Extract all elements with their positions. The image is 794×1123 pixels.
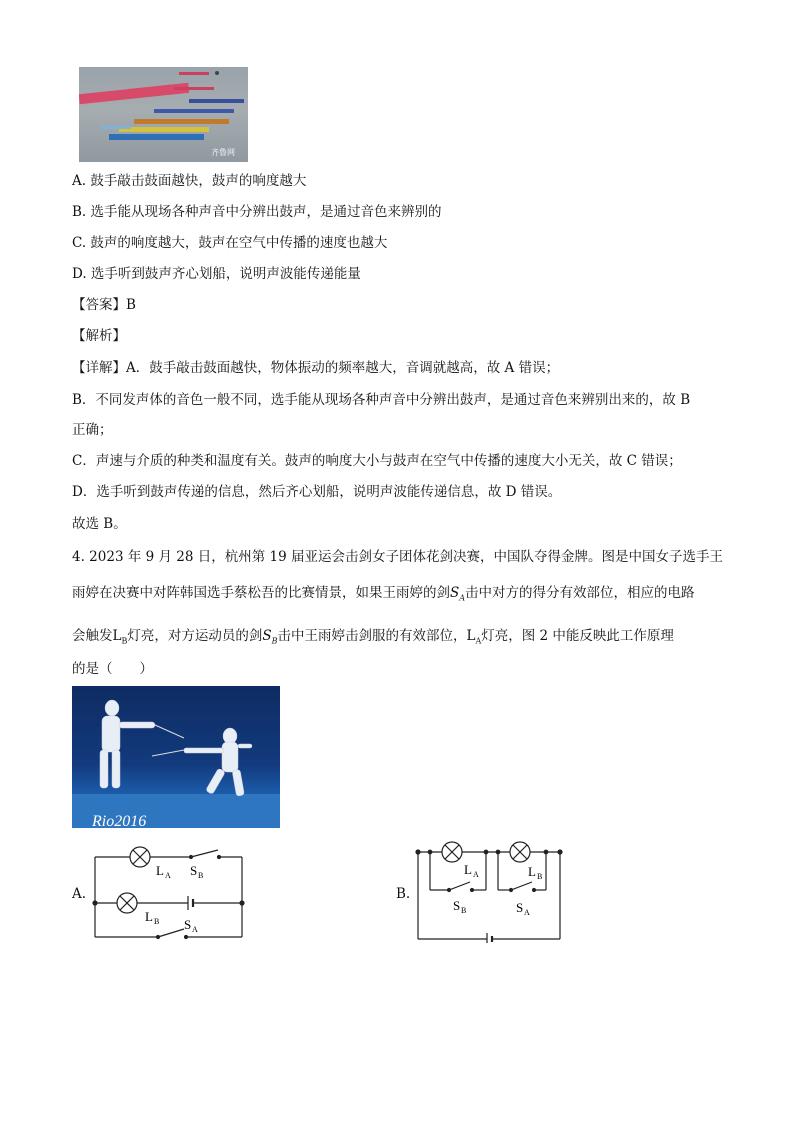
circuit-a-la-label: L xyxy=(156,863,164,878)
l-b-subscript: B xyxy=(121,636,128,646)
circuit-b-la-label: L xyxy=(464,862,472,877)
s-a-subscript: A xyxy=(459,593,466,603)
answer: 【答案】B xyxy=(72,297,136,313)
option-c: C. 鼓声的响度越大，鼓声在空气中传播的速度也越大 xyxy=(72,235,388,251)
q4-line-1: 4. 2023 年 9 月 28 日，杭州第 19 届亚运会击剑女子团体花剑决赛，中国队夺得金牌。图是中国女子选手王 xyxy=(72,549,724,565)
circuit-a-la-sub: A xyxy=(165,871,171,880)
q4-line-2 xyxy=(72,583,695,609)
circuit-b-diagram xyxy=(412,838,572,943)
rio-logo: Rio2016 xyxy=(92,813,147,828)
option-b: B. 选手能从现场各种声音中分辨出鼓声，是通过音色来辨别的 xyxy=(72,204,442,220)
s-b-symbol: S xyxy=(262,628,272,644)
circuit-option-b-label: B. xyxy=(396,886,411,902)
analysis-title: 【解析】 xyxy=(72,328,126,344)
circuit-b-sb-label: S xyxy=(453,898,461,913)
circuit-a-sa-label: S xyxy=(184,917,192,932)
circuit-a-lb-label: L xyxy=(145,909,153,924)
circuit-a-sb-label: S xyxy=(190,863,198,878)
circuit-a-diagram xyxy=(90,843,260,943)
q4-line-3-d: 灯亮，图 2 中能反映此工作原理 xyxy=(481,628,674,644)
photo-watermark: 齐鲁网 xyxy=(211,148,235,157)
circuit-b-la-sub: A xyxy=(473,870,479,879)
s-a-symbol: S xyxy=(450,585,460,601)
detail-line-1: 【详解】A．鼓手敲击鼓面越快，物体振动的频率越大，音调就越高，故 A 错误； xyxy=(72,360,560,376)
circuit-a-lb-sub: B xyxy=(154,917,160,926)
fencing-photo xyxy=(72,686,280,828)
q4-line-3-a: 会触发 xyxy=(72,628,113,644)
circuit-b-lb-sub: B xyxy=(537,872,543,881)
circuit-b-sa-label: S xyxy=(516,900,524,915)
circuit-b-sa-sub: A xyxy=(524,908,530,917)
fencing-illustration xyxy=(72,686,280,828)
l-b-symbol: L xyxy=(112,628,122,644)
detail-line-2: B．不同发声体的音色一般不同，选手能从现场各种声音中分辨出鼓声，是通过音色来辨别出来的，故 B xyxy=(72,392,691,408)
dragon-boat-photo xyxy=(79,67,248,162)
circuit-option-a-label: A. xyxy=(72,886,87,902)
s-b-subscript: B xyxy=(271,636,278,646)
q4-line-2-b: 击中对方的得分有效部位，相应的电路 xyxy=(465,585,695,601)
circuit-a-sa-sub: A xyxy=(192,925,198,934)
option-a: A. 鼓手敲击鼓面越快，鼓声的响度越大 xyxy=(72,173,307,189)
circuit-b-sb-sub: B xyxy=(461,906,467,915)
circuit-b-lb-label: L xyxy=(528,864,536,879)
detail-line-6: 故选 B。 xyxy=(72,516,127,532)
circuit-a-sb-sub: B xyxy=(198,871,204,880)
l-a-symbol: L xyxy=(466,628,476,644)
l-a-subscript: A xyxy=(475,636,482,646)
detail-line-5: D．选手听到鼓声传递的信息，然后齐心划船，说明声波能传递信息，故 D 错误。 xyxy=(72,484,562,500)
detail-line-3: 正确； xyxy=(72,422,113,438)
q4-line-3-b: 灯亮，对方运动员的剑 xyxy=(127,628,263,644)
q4-line-2-a: 雨婷在决赛中对阵韩国选手蔡松吾的比赛情景，如果王雨婷的剑 xyxy=(72,585,450,601)
q4-line-3-c: 击中王雨婷击剑服的有效部位， xyxy=(277,628,467,644)
option-d: D. 选手听到鼓声齐心划船，说明声波能传递能量 xyxy=(72,266,361,282)
q4-line-4: 的是（ ） xyxy=(72,661,153,677)
detail-line-4: C．声速与介质的种类和温度有关。鼓声的响度大小与鼓声在空气中传播的速度大小无关，故 C 错误； xyxy=(72,453,682,469)
q4-line-3 xyxy=(72,626,674,652)
